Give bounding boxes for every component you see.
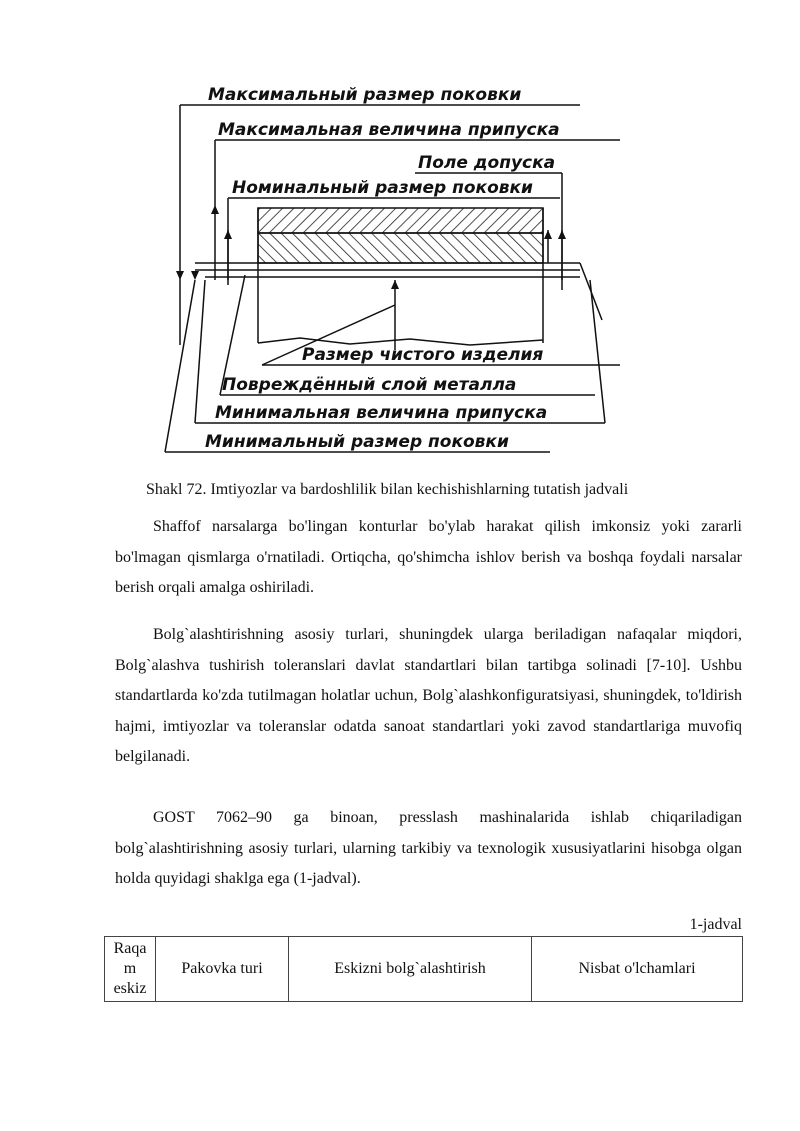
paragraph-1: Shaffof narsalarga bo'lingan konturlar bo'ylab harakat qilish imkonsiz yoki zararli bo'lmagan qismlarga o'rnatiladi. Ortiqcha, qo'shimcha ishlov berish va boshqa foydali narsalar berish orqali amalga oshiriladi. xyxy=(115,518,742,596)
label-max-allowance: Максимальная величина припуска xyxy=(218,120,560,140)
header-size-ratio: Nisbat o'lchamlari xyxy=(532,937,743,1002)
label-min-allowance: Минимальная величина припуска xyxy=(215,403,548,423)
forging-types-table xyxy=(104,936,743,1002)
label-min-forging-size: Минимальный размер поковки xyxy=(205,432,509,452)
header-forging-sketch: Eskizni bolg`alashtirish xyxy=(289,937,532,1002)
allowance-tolerance-diagram xyxy=(150,80,620,465)
table-header-row xyxy=(105,937,743,1002)
label-max-forging-size: Максимальный размер поковки xyxy=(208,85,522,105)
figure-caption: Shakl 72. Imtiyozlar va bardoshlilik bilan kechishishlarning tutatish jadvali xyxy=(146,481,629,498)
label-tolerance-field: Поле допуска xyxy=(418,153,556,173)
header-sketch-number: Raqa m eskiz xyxy=(105,937,156,1002)
header-forging-type: Pakovka turi xyxy=(156,937,289,1002)
paragraph-2: Bolg`alashtirishning asosiy turlari, shuningdek ularga beriladigan nafaqalar miqdori, Bolg`alashva tushirish toleranslari davlat standartlari bilan tartibga solinadi [7-10]. Ushbu standartlarda ko'zda tutilmagan holatlar uchun, Bolg`alashkonfiguratsiyasi, shuningdek, to'ldirish hajmi, imtiyozlar va toleranslar odatda sanoat standartlari yoki zavod standartlariga muvofiq belgilanadi. xyxy=(115,626,742,765)
label-nominal-forging-size: Номинальный размер поковки xyxy=(232,178,533,198)
table-label: 1-jadval xyxy=(689,916,742,933)
label-clean-part-size: Размер чистого изделия xyxy=(302,345,544,365)
paragraph-3: GOST 7062–90 ga binoan, presslash mashinalarida ishlab chiqariladigan bolg`alashtirishning asosiy turlari, ularning tarkibiy va texnologik xususiyatlarini hisobga olgan holda quyidagi shaklga ega (1-jadval). xyxy=(115,809,742,887)
label-damaged-layer: Повреждённый слой металла xyxy=(222,375,517,395)
